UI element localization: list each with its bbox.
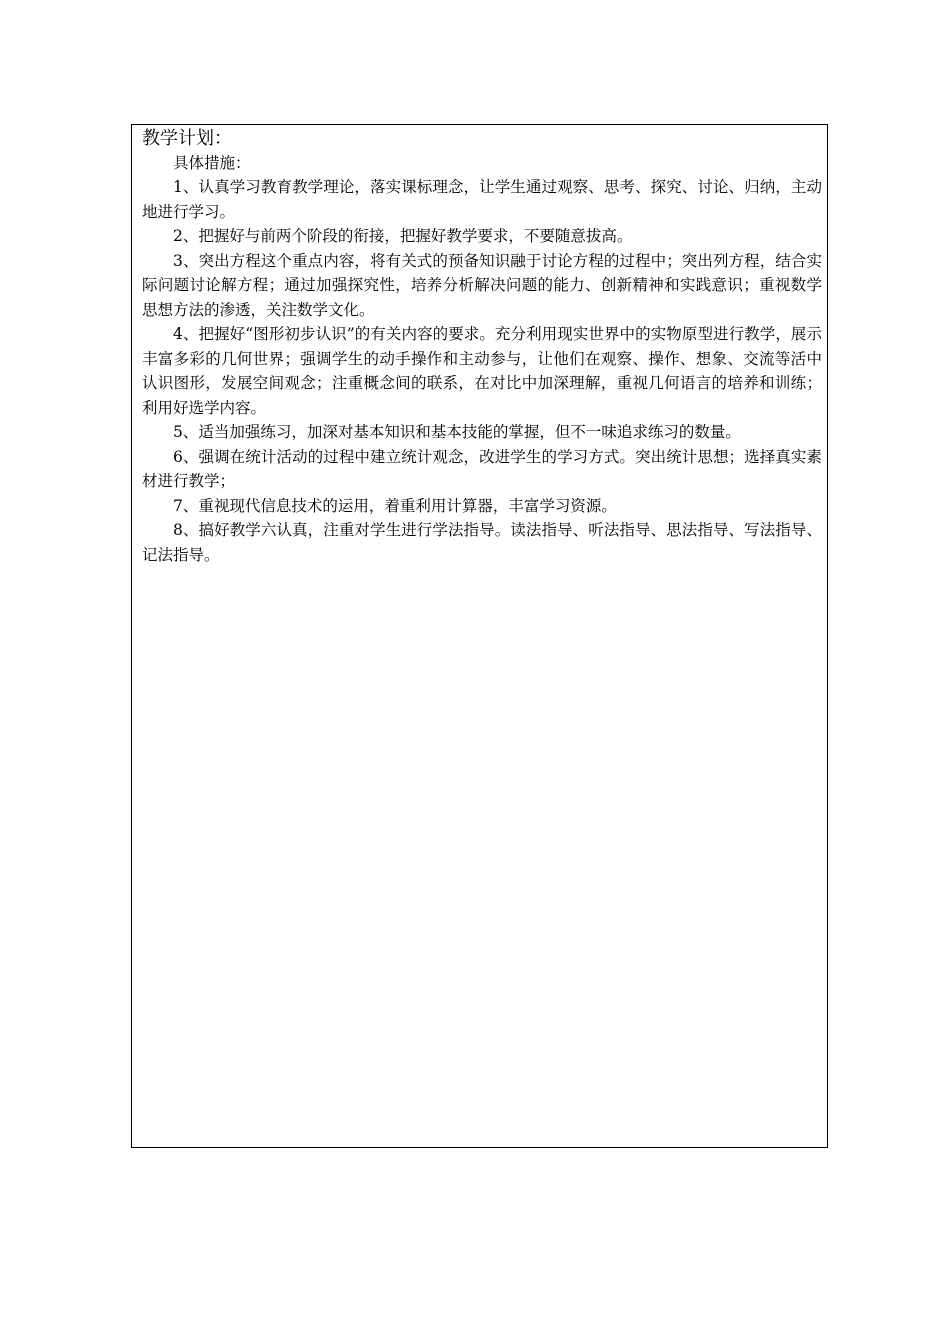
plan-item-3: 3、突出方程这个重点内容，将有关式的预备知识融于讨论方程的过程中；突出列方程，结合实际问题讨论解方程；通过加强探究性，培养分析解决问题的能力、创新精神和实践意识；重视数学思想方法的渗透，关注数学文化。 — [142, 251, 822, 319]
teaching-plan-content — [142, 127, 822, 567]
teaching-plan-box — [131, 124, 828, 1148]
plan-item-1: 1、认真学习教育教学理论，落实课标理念，让学生通过观察、思考、探究、讨论、归纳，主动地进行学习。 — [142, 178, 822, 221]
plan-item-7: 7、重视现代信息技术的运用，着重利用计算器，丰富学习资源。 — [173, 496, 617, 515]
plan-title: 教学计划： — [142, 128, 232, 149]
plan-item-6: 6、强调在统计活动的过程中建立统计观念，改进学生的学习方式。突出统计思想；选择真实素材进行教学； — [142, 447, 822, 490]
plan-item-8: 8、搞好教学六认真，注重对学生进行学法指导。读法指导、听法指导、思法指导、写法指导、记法指导。 — [142, 521, 822, 564]
plan-item-5: 5、适当加强练习，加深对基本知识和基本技能的掌握，但不一味追求练习的数量。 — [173, 423, 741, 441]
plan-item-2: 2、把握好与前两个阶段的衔接，把握好教学要求，不要随意拔高。 — [173, 227, 633, 245]
plan-subtitle: 具体措施： — [173, 154, 251, 172]
plan-item-4: 4、把握好“图形初步认识”的有关内容的要求。充分利用现实世界中的实物原型进行教学，展示丰富多彩的几何世界；强调学生的动手操作和主动参与，让他们在观察、操作、想象、交流等活中认识图形，发展空间观念；注重概念间的联系，在对比中加深理解，重视几何语言的培养和训练；利用好选学内容。 — [142, 325, 822, 417]
